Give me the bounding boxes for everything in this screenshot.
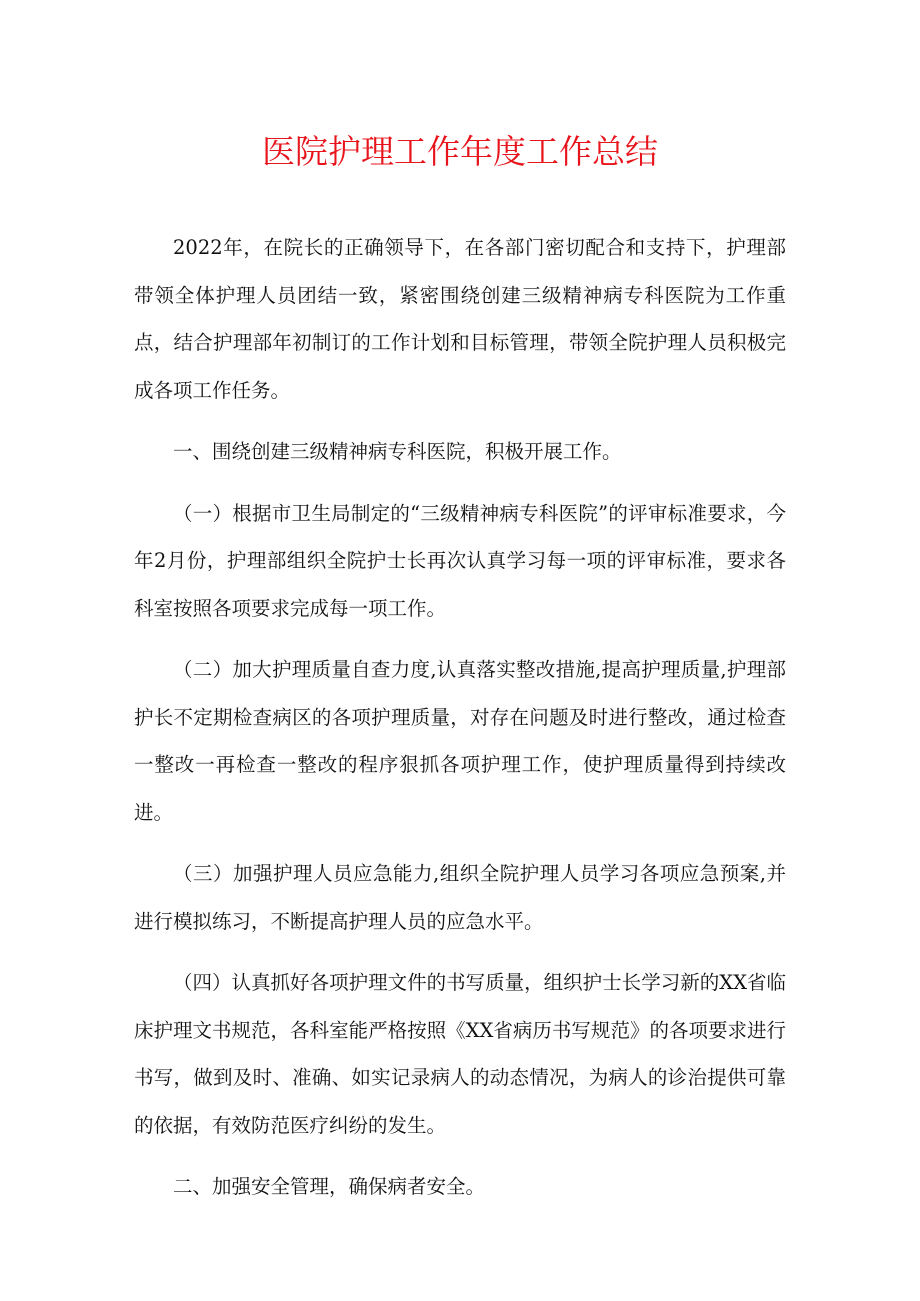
paragraph-item-1: （一）根据市卫生局制定的“三级精神病专科医院”的评审标准要求，今年2月份，护理部组织全院护士长再次认真学习每一项的评审标准，要求各科室按照各项要求完成每一项工作。 <box>134 501 786 620</box>
paragraph-item-3: （三）加强护理人员应急能力,组织全院护理人员学习各项应急预案,并进行模拟练习，不断提高护理人员的应急水平。 <box>134 862 786 933</box>
document-title: 医院护理工作年度工作总结 <box>262 132 658 171</box>
section-heading-1: 一、围绕创建三级精神病专科医院，积极开展工作。 <box>173 440 622 463</box>
paragraph-item-2: （二）加大护理质量自查力度,认真落实整改措施,提高护理质量,护理部护长不定期检查病区的各项护理质量，对存在问题及时进行整改，通过检查一整改一再检查一整改的程序狠抓各项护理工作，使护理质量得到持续改进。 <box>134 658 786 824</box>
paragraph-intro: 2022年，在院长的正确领导下，在各部门密切配合和支持下，护理部带领全体护理人员团结一致，紧密围绕创建三级精神病专科医院为工作重点，结合护理部年初制订的工作计划和目标管理，带领全院护理人员积极完成各项工作任务。 <box>134 236 786 402</box>
document-body <box>134 224 786 1225</box>
paragraph-item-4: （四）认真抓好各项护理文件的书写质量，组织护士长学习新的XX省临床护理文书规范，各科室能严格按照《XX省病历书写规范》的各项要求进行书写，做到及时、准确、如实记录病人的动态情况，为病人的诊治提供可靠的依据，有效防范医疗纠纷的发生。 <box>134 971 786 1137</box>
section-heading-2: 二、加强安全管理，确保病者安全。 <box>173 1175 486 1198</box>
